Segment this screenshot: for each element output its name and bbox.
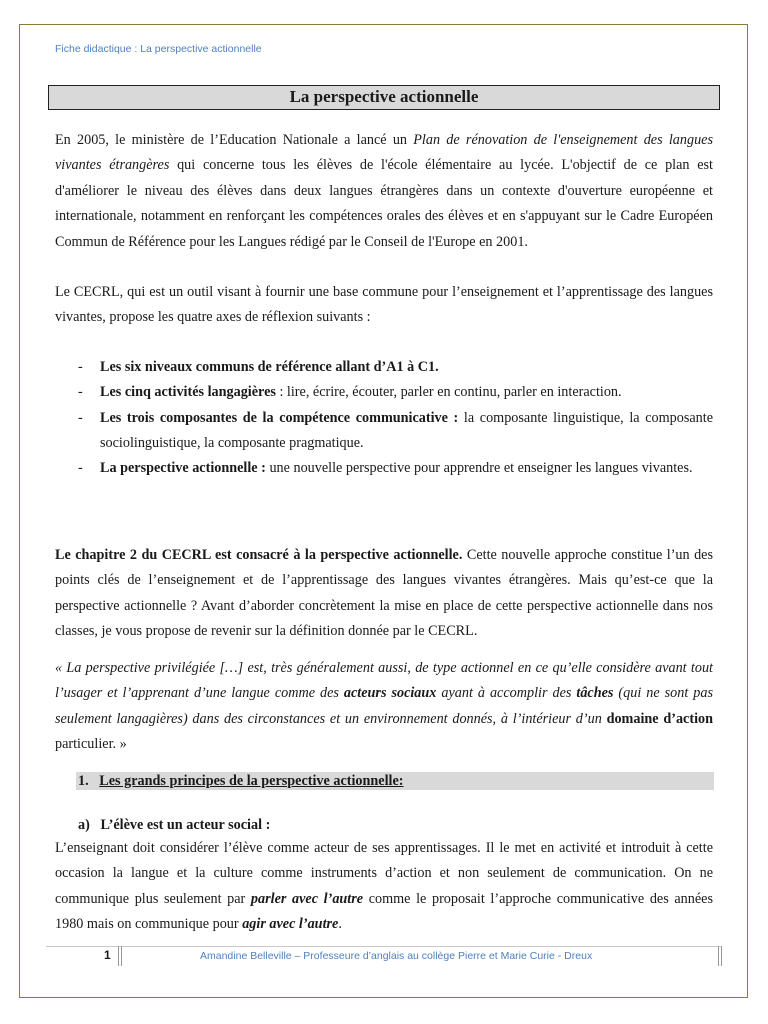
quote-emphasis: tâches: [576, 685, 614, 702]
list-dash: -: [78, 460, 83, 476]
section-heading: [78, 770, 404, 792]
list-item: [100, 406, 713, 457]
list-item-text: une nouvelle perspective pour apprendre et enseigner les langues vivantes.: [265, 460, 693, 476]
intro-plan-title: Plan de rénovation de l'enseignement des langues vivantes étrangères: [55, 132, 713, 174]
section-number: 1.: [78, 773, 89, 789]
subsection-label: L’élève est un acteur social :: [100, 817, 271, 833]
quote-text: particulier. »: [55, 736, 127, 753]
running-header: Fiche didactique : La perspective actionnelle: [55, 43, 262, 55]
actor-paragraph: [55, 836, 713, 938]
quote-emphasis: domaine d’action: [606, 710, 714, 727]
actor-text: L’enseignant doit considérer l’élève comme acteur de ses apprentissages. Il le met en activité et introduit à cette occasion la langue et la culture comme instruments d’action et non seulement de communication. On ne communique plus seulement par: [55, 840, 713, 907]
list-item-bold: Les six niveaux communs de référence allant d’A1 à C1.: [100, 359, 439, 375]
document-title: La perspective actionnelle: [48, 85, 720, 110]
subsection-number: a): [78, 817, 90, 833]
actor-text: comme le proposait l’approche communicative des années 1980 mais on communique pour: [55, 890, 713, 933]
list-item-text: la composante linguistique, la composante sociolinguistique, la composante pragmatique.: [100, 410, 713, 452]
list-item: [100, 456, 713, 481]
actor-emphasis: agir avec l’autre: [242, 916, 339, 933]
footer-author: Amandine Belleville – Professeure d’anglais au collège Pierre et Marie Curie - Dreux: [200, 950, 593, 962]
list-dash: -: [78, 410, 83, 426]
section-label: Les grands principes de la perspective actionnelle:: [99, 773, 404, 789]
cecrl-paragraph: Le CECRL, qui est un outil visant à fournir une base commune pour l’enseignement et l’apprentissage des langues vivantes, propose les quatre axes de réflexion suivants :: [55, 284, 713, 326]
actor-text: .: [338, 916, 342, 933]
quote-text: « La perspective privilégiée […] est, très généralement aussi, de type actionnel en ce qu’elle considère avant tout l’usager et l’apprenant d’une langue comme des: [55, 660, 713, 702]
quote-text: ayant à accomplir des: [436, 685, 577, 702]
list-dash: -: [78, 384, 83, 400]
chapter2-paragraph: [55, 543, 713, 645]
quote-text: (qui ne sont pas seulement langagières) dans des circonstances et un environnement donnés, à l’intérieur d’un: [55, 685, 713, 727]
footer-rule: [46, 946, 722, 947]
chapter2-text: Cette nouvelle approche constitue l’un des points clés de l’enseignement et de l’apprentissage des langues vivantes étrangères. Mais qu’est-ce que la perspective actionnelle ? Avant d’aborder concrètement la mise en place de cette perspective actionnelle dans nos classes, je vous propose de revenir sur la définition donnée par le CECRL.: [55, 547, 713, 640]
footer-separator: [718, 946, 722, 966]
cecrl-quote: [55, 656, 713, 758]
list-item-bold: Les cinq activités langagières: [100, 384, 276, 400]
subsection-heading: [78, 813, 270, 838]
list-dash: -: [78, 359, 83, 375]
intro-text-a: En 2005, le ministère de l’Education Nationale a lancé un: [55, 132, 414, 148]
intro-text-c: qui concerne tous les élèves de l'école élémentaire au lycée. L'objectif de ce plan est d'améliorer le niveau des élèves dans deux langues étrangères dans un contexte d'ouverture européenne et internationale, notamment en renforçant les compétences orales des élèves et en s'appuyant sur le Cadre Européen Commun de Référence pour les Langues rédigé par le Conseil de l'Europe en 2001.: [55, 157, 713, 250]
list-item-bold: La perspective actionnelle :: [100, 460, 266, 476]
footer-separator: [118, 946, 122, 966]
quote-emphasis: acteurs sociaux: [343, 685, 437, 702]
chapter2-bold: Le chapitre 2 du CECRL est consacré à la perspective actionnelle.: [55, 547, 463, 563]
list-item: [100, 355, 713, 380]
intro-paragraph: [55, 128, 713, 255]
list-item-bold: Les trois composantes de la compétence communicative :: [100, 410, 459, 426]
page-number: 1: [104, 948, 111, 962]
list-item-text: : lire, écrire, écouter, parler en continu, parler en interaction.: [275, 384, 622, 400]
list-item: [100, 380, 713, 405]
actor-emphasis: parler avec l’autre: [250, 890, 364, 907]
